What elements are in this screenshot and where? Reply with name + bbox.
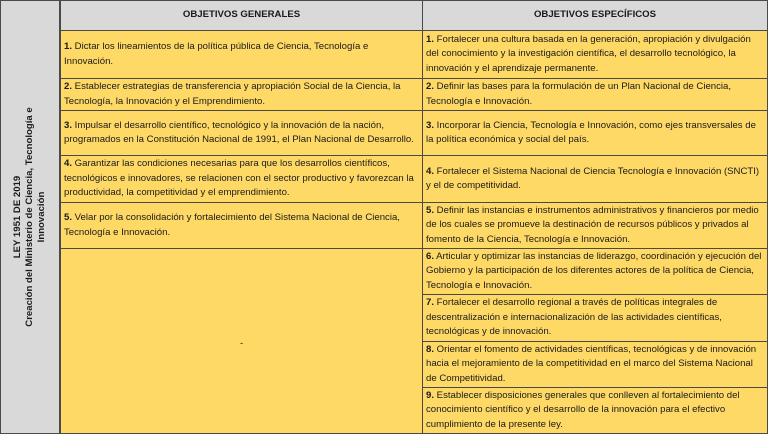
- specific-objective-5: [422, 202, 768, 249]
- objective-number: 3.: [64, 119, 73, 131]
- law-title-line-2: Creación del Ministerio de Ciencia, Tecnología e: [24, 107, 35, 327]
- objective-text: Definir las bases para la formulación de un Plan Nacional de Ciencia, Tecnología e Innovación.: [426, 81, 732, 107]
- law-title: [12, 7, 48, 427]
- objective-text: Fortalecer el desarrollo regional a través de políticas integrales de descentralización e internacionalización de las actividades científicas, tecnológicas y de innovación.: [426, 297, 722, 338]
- objective-number: 9.: [426, 389, 435, 401]
- specific-objective-4: [422, 155, 768, 203]
- objective-text: Velar por la consolidación y fortalecimiento del Sistema Nacional de Ciencia, Tecnología e Innovación.: [64, 212, 400, 238]
- objective-text: Establecer disposiciones generales que conlleven al fortalecimiento del conocimiento científico y el desarrollo de la innovación para el efectivo cumplimiento de la presente ley.: [426, 389, 740, 430]
- objective-number: 4.: [64, 158, 73, 170]
- objective-number: 1.: [64, 41, 73, 52]
- objective-text: Orientar el fomento de actividades científicas, tecnológicas y de innovación hacia el mejoramiento de la competitividad en el marco del Sistema Nacional de Competitividad.: [426, 343, 757, 384]
- objective-text: Articular y optimizar las instancias de liderazgo, coordinación y ejecución del Gobierno y la participación de los diferentes actores de la política de Ciencia, Tecnología e Innovación.: [426, 250, 762, 291]
- specific-objective-6: [422, 248, 768, 295]
- objective-text: Establecer estrategias de transferencia y apropiación Social de la Ciencia, la Tecnología, la Innovación y el Emprendimiento.: [64, 81, 401, 107]
- objective-number: 8.: [426, 343, 435, 355]
- general-objective-3: [60, 110, 423, 156]
- general-objective-5: [60, 202, 423, 249]
- objective-number: 7.: [426, 297, 435, 309]
- empty-cell-dash: -: [240, 338, 244, 349]
- general-objective-4: [60, 155, 423, 203]
- specific-objective-8: [422, 341, 768, 388]
- specific-objective-9: [422, 387, 768, 434]
- law-title-line-3: Innovación: [36, 191, 47, 243]
- specific-objective-2: [422, 78, 768, 111]
- objective-number: 6.: [426, 250, 435, 262]
- objective-text: Dictar los lineamientos de la política pública de Ciencia, Tecnología e Innovación.: [64, 41, 369, 67]
- objective-text: Definir las instancias e instrumentos administrativos y financieros por medio de los cuales se promueve la destinación de recursos públicos y privados al fomento de la Ciencia, Tecnología e Innovación.: [426, 204, 759, 245]
- specific-objective-3: [422, 110, 768, 156]
- specific-objective-1: [422, 30, 768, 79]
- objective-number: 4.: [426, 165, 435, 177]
- objective-text: Garantizar las condiciones necesarias para que los desarrollos científicos, tecnológicos e innovadores, se relacionen con el sector productivo y favorezcan la productividad, la competitividad y el emprendimiento.: [64, 158, 414, 199]
- header-specific-objectives: OBJETIVOS ESPECÍFICOS: [422, 0, 768, 31]
- general-objective-2: [60, 78, 423, 111]
- objective-text: Incorporar la Ciencia, Tecnología e Innovación, como ejes transversales de la política económica y social del país.: [426, 119, 756, 145]
- general-objective-1: [60, 30, 423, 79]
- objective-number: 5.: [426, 204, 435, 216]
- specific-objective-7: [422, 294, 768, 342]
- objective-number: 2.: [64, 81, 73, 92]
- objective-text: Fortalecer una cultura basada en la generación, apropiación y divulgación del conocimiento y la investigación científica, el desarrollo tecnológico, la innovación y el aprendizaje permanente.: [426, 33, 751, 74]
- objective-number: 2.: [426, 81, 435, 92]
- header-general-objectives: OBJETIVOS GENERALES: [60, 0, 423, 31]
- objective-text: Impulsar el desarrollo científico, tecnológico y la innovación de la nación, programados en la Constitución Nacional de 1991, el Plan Nacional de Desarrollo.: [64, 119, 414, 145]
- law-title-line-1: LEY 1951 DE 2019: [12, 175, 23, 259]
- objective-number: 3.: [426, 119, 435, 131]
- objective-text: Fortalecer el Sistema Nacional de Ciencia Tecnología e Innovación (SNCTI) y el de competitividad.: [426, 165, 760, 191]
- objective-number: 5.: [64, 212, 73, 223]
- law-title-column: [0, 0, 60, 434]
- objective-number: 1.: [426, 33, 435, 45]
